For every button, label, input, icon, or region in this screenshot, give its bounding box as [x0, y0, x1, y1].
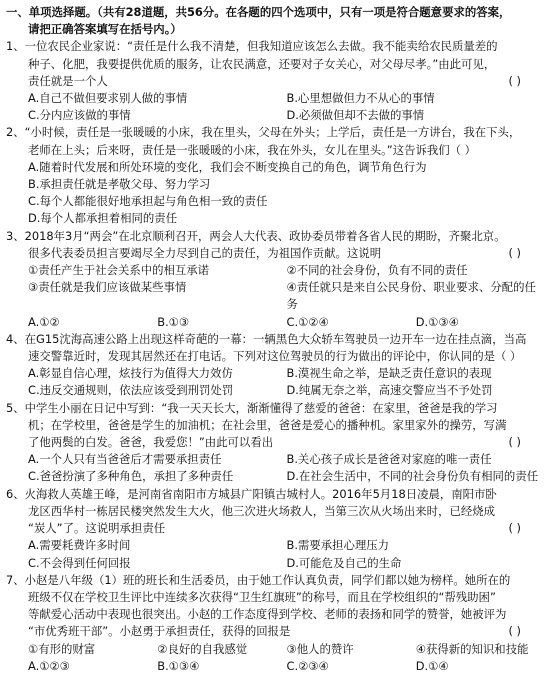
answer-blank[interactable]: ( )	[508, 624, 521, 639]
question-stem-line	[6, 56, 545, 73]
question-stem-line	[6, 606, 545, 623]
option-row	[6, 537, 545, 554]
answer-option[interactable]: C.②③④	[286, 658, 329, 673]
question-stem-line	[6, 38, 545, 55]
answer-option[interactable]: C.分内应该做的事情	[28, 108, 131, 123]
question-stem-text: 5、中学生小丽在日记中写到：“我一天天长大，渐渐懂得了慈爱的爸爸：在家里，爸爸是我的学习	[6, 400, 498, 415]
question-stem-text: 种子、化肥，我要提供优质的服务，让农民满意，还要对子女关心，对父母尽孝。”由此可见，	[28, 56, 496, 71]
question-stem-line	[6, 503, 545, 520]
question-stem-text: 2、“小时候，责任是一张暖暖的小床，我在里头，父母在外头；上学后，责任是一方讲台，我在下头，	[6, 125, 521, 140]
question-stem-line	[6, 245, 545, 262]
answer-option[interactable]: B.承担责任就是孝敬父母、努力学习	[28, 177, 211, 192]
question-7	[6, 572, 545, 675]
section-title-line2: 请把正确答案填写在括号内。）	[28, 22, 182, 37]
question-stem-line	[6, 486, 545, 503]
answer-option[interactable]: D.①④	[415, 658, 449, 673]
question-stem-line	[6, 228, 545, 245]
option-row	[6, 382, 545, 399]
option-row	[6, 210, 545, 227]
question-stem-text: 4、在G15沈海高速公路上出现这样奇葩的一幕：一辆黑色大众轿车驾驶员一边开车一边在挂点滴，当高	[6, 331, 527, 346]
answer-blank[interactable]: ( )	[508, 521, 521, 536]
option-row	[6, 468, 545, 485]
option-row	[6, 159, 545, 176]
question-stem-text: “炭人”了。这说明承担责任	[28, 521, 166, 536]
question-stem-line	[6, 434, 545, 451]
question-stem-text: 3、2018年3月“两会”在北京顺利召开，两会人大代表、政协委员带着各省人民的期盼，齐聚北京。	[6, 228, 506, 243]
question-stem-text: 6、火海救人英雄王峰，是河南省南阳市方城县广阳镇古城村人。2016年5月18日凌晨，南阳市卧	[6, 486, 497, 501]
option-row	[6, 365, 545, 382]
answer-option[interactable]: D.每个人都承担着相同的责任	[28, 211, 178, 226]
answer-option[interactable]: B.需要承担心理压力	[286, 538, 390, 553]
answer-option[interactable]: D.可能危及自己的生命	[286, 555, 402, 570]
option-row	[6, 279, 545, 313]
answer-option[interactable]: C.违反交通规则，依法应该受到刑罚处罚	[28, 383, 234, 398]
answer-blank[interactable]: ( )	[508, 73, 521, 88]
option-row	[6, 107, 545, 124]
option-row	[6, 451, 545, 468]
answer-option[interactable]: D.在社会生活中，不同的社会身份负有相同的责任	[286, 469, 539, 484]
answer-option[interactable]: C.不会得到任何回报	[28, 555, 131, 570]
question-stem-text: 7、小赵是八年级（1）班的班长和生活委员，由于她工作认真负责，同学们都以她为榜样。她所在的	[6, 572, 511, 587]
question-stem-line	[6, 520, 545, 537]
answer-option[interactable]: A.需要耗费许多时间	[28, 538, 131, 553]
question-5	[6, 400, 545, 486]
question-stem-text: 龙区西华村一栋居民楼突然发生大火，他三次进火场救人，当第三次从火场出来时，已经烧成	[28, 503, 496, 518]
answer-option[interactable]: D.①③④	[415, 314, 459, 329]
answer-option[interactable]: C.爸爸扮演了多种角色，承担了多种责任	[28, 469, 234, 484]
answer-option[interactable]: A.①②	[28, 314, 60, 329]
question-stem-text: 了他两鬓的白发。爸爸，我爱您！”由此可以看出	[28, 435, 274, 450]
answer-option[interactable]: ②不同的社会身份，负有不同的责任	[286, 263, 468, 278]
question-stem-text: 责任就是一个人	[28, 73, 108, 88]
question-stem-line	[6, 400, 545, 417]
question-stem-text: 很多代表委员担言要竭尽全力尽到自己的责任，为祖国作贡献。这说明	[28, 245, 382, 260]
answer-option[interactable]: B.①③④	[157, 658, 200, 673]
answer-option[interactable]: D.必须做但却不去做的事情	[286, 108, 425, 123]
question-stem-line	[6, 124, 545, 141]
question-2	[6, 124, 545, 227]
option-row	[6, 262, 545, 279]
option-row	[6, 193, 545, 210]
answer-option[interactable]: B.心里想做但力不从心的事情	[286, 91, 435, 106]
question-list	[6, 38, 545, 675]
answer-option[interactable]: A.自己不做但要求别人做的事情	[28, 91, 188, 106]
option-row	[6, 176, 545, 193]
question-4	[6, 331, 545, 400]
answer-option[interactable]: ③他人的赞许	[286, 641, 354, 656]
answer-option[interactable]: A.①②③	[28, 658, 70, 673]
question-stem-text: 1、一位农民企业家说：“责任是什么我不清楚，但我知道应该怎么去做。我不能卖给农民质量差的	[6, 39, 498, 54]
question-stem-line	[6, 331, 545, 348]
answer-option[interactable]: D.纯属无奈之举，高速交警应当不予处罚	[286, 383, 493, 398]
question-stem-text: 速交警靠近时，发现其居然还在打电话。下列对这位驾驶员的行为做出的评论中，你认同的是（ ）	[28, 349, 522, 364]
answer-option[interactable]: ③责任就是我们应该做某些事情	[28, 280, 187, 295]
question-stem-text: 机；在学校里，爸爸是学生的加油机；在社会里，爸爸是爱心的播种机。家里家外的操劳，写满	[28, 417, 507, 432]
question-stem-text: 班级不仅在学校卫生评比中连续多次获得“卫生红旗班”的称号，而且在学校组织的“帮残助困”	[28, 589, 496, 604]
question-stem-line	[6, 142, 545, 159]
option-row	[6, 641, 545, 658]
answer-blank[interactable]: ( )	[508, 435, 521, 450]
answer-option[interactable]: A.随着时代发展和所处环境的变化，我们会不断变换自己的角色，调节角色行为	[28, 159, 427, 174]
answer-option[interactable]: ①有形的财富	[28, 641, 96, 656]
question-6	[6, 486, 545, 572]
answer-option[interactable]: B.①③	[157, 314, 190, 329]
question-stem-line	[6, 623, 545, 640]
answer-option[interactable]: C.①②④	[286, 314, 329, 329]
question-stem-line	[6, 348, 545, 365]
question-stem-line	[6, 572, 545, 589]
question-1	[6, 38, 545, 124]
option-row	[6, 658, 545, 675]
section-title-line1: 一、单项选择题。（共有28道题，共56分。在各题的四个选项中，只有一项是符合题意要求的答案，	[6, 5, 511, 19]
option-row	[6, 90, 545, 107]
answer-option[interactable]: A.一个人只有当爸爸后才需要承担责任	[28, 452, 222, 467]
answer-option[interactable]: B.关心孩子成长是爸爸对家庭的唯一责任	[286, 452, 492, 467]
answer-option[interactable]: ④责任就只是来自公民身份、职业要求、分配的任务	[286, 280, 536, 312]
answer-option[interactable]: ①责任产生于社会关系中的相互承诺	[28, 263, 210, 278]
question-stem-line	[6, 417, 545, 434]
option-row	[6, 555, 545, 572]
option-row	[6, 314, 545, 331]
answer-option[interactable]: A.彰显自信心理，炫技行为值得大力效仿	[28, 366, 233, 381]
answer-blank[interactable]: ( )	[508, 245, 521, 260]
question-stem-line	[6, 73, 545, 90]
answer-option[interactable]: ④获得新的知识和技能	[415, 641, 529, 656]
question-stem-text: “市优秀班干部”。小赵勇于承担责任，获得的回报是	[28, 624, 291, 639]
section-title	[6, 4, 545, 38]
question-stem-line	[6, 589, 545, 606]
question-3	[6, 228, 545, 331]
question-stem-text: 老师在上头；后来呀，责任是一张暖暖的小床，我在外头，女儿在里头。”这告诉我们（ ）	[28, 142, 477, 157]
answer-option[interactable]: C.每个人都能很好地承担起与角色相一致的责任	[28, 194, 268, 209]
answer-option[interactable]: B.漠视生命之举，是缺乏责任意识的表现	[286, 366, 492, 381]
answer-option[interactable]: ②良好的自我感觉	[157, 641, 248, 656]
question-stem-text: 等献爱心活动中表现也很突出。小赵的工作态度得到学校、老师的表扬和同学的赞誉，她被评为	[28, 607, 507, 622]
